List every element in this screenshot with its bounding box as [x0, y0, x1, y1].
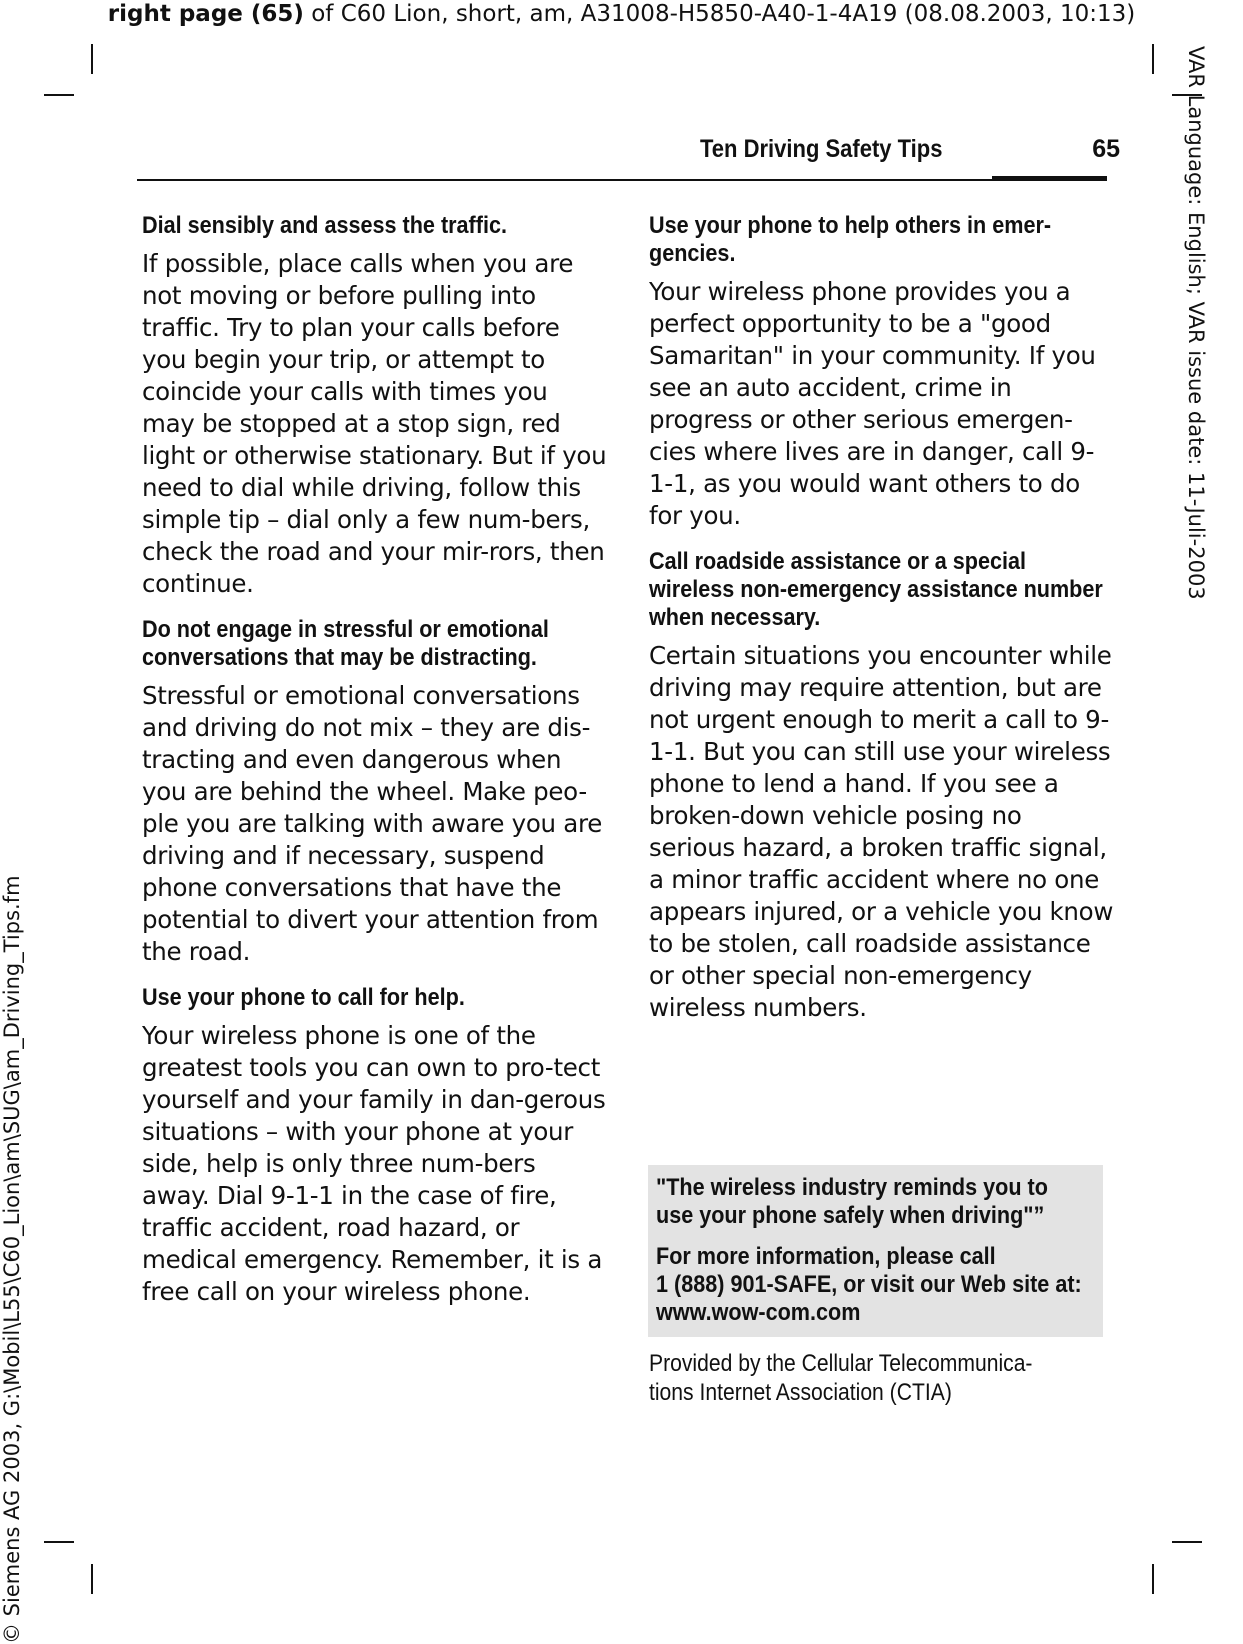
- section-body: Stressful or emotional conversations and driving do not mix – they are dis-tracting and even dangerous when you are behind the wheel. Make peo-ple you are talking with aware you are driving and if necessary, suspend phone conversations that have the potential to divert your attention from the road.: [142, 681, 602, 966]
- section-heading: Dial sensibly and assess the traffic.: [142, 212, 507, 239]
- ctia-credit: Provided by the Cellular Telecommunica- tions Internet Association (CTIA): [649, 1350, 1033, 1406]
- section-heading: Use your phone to call for help.: [142, 984, 465, 1011]
- left-column: [142, 212, 607, 1324]
- crop-mark: [1152, 1564, 1154, 1594]
- print-header-details: of C60 Lion, short, am, A31008-H5850-A40-1-4A19 (08.08.2003, 10:13): [303, 1, 1136, 27]
- header-rule-accent: [992, 176, 1107, 181]
- header-rule: [137, 179, 1107, 181]
- crop-mark: [1172, 1541, 1202, 1543]
- safety-notice-quote: "The wireless industry reminds you to use your phone safely when driving"”: [656, 1174, 1048, 1229]
- crop-mark: [91, 1564, 93, 1594]
- section-body: If possible, place calls when you are not moving or before pulling into traffic. Try to plan your calls before you begin your trip, or attempt to coincide your calls with times you may be stopped at a stop sign, red light or otherwise stationary. But if you need to dial while driving, follow this simple tip – dial only a few num-bers, check the road and your mir-rors, then continue.: [142, 249, 607, 598]
- section-heading: Do not engage in stressful or emotional conversations that may be distracting.: [142, 616, 549, 671]
- side-note-left: © Siemens AG 2003, G:\Mobil\L55\C60_Lion\am\SUG\am_Driving_Tips.fm: [0, 875, 24, 1644]
- side-note-right: VAR Language: English; VAR issue date: 11-Juli-2003: [1184, 46, 1208, 600]
- crop-mark: [44, 1541, 74, 1543]
- section-body: Your wireless phone provides you a perfect opportunity to be a "good Samaritan" in your community. If you see an auto accident, crime in progress or other serious emergen-cies where lives are in danger, call 9-1-1, as you would want others to do for you.: [649, 277, 1096, 530]
- right-column: [649, 212, 1114, 1040]
- safety-notice-contact: For more information, please call 1 (888) 901-SAFE, or visit our Web site at: www.wow-com.com: [656, 1243, 1082, 1326]
- print-header-page: right page (65): [107, 1, 304, 27]
- section-heading: Use your phone to help others in emer-gencies.: [649, 212, 1052, 267]
- running-head-title: Ten Driving Safety Tips: [700, 135, 943, 163]
- crop-mark: [91, 44, 93, 74]
- section-heading: Call roadside assistance or a special wireless non-emergency assistance number when necessary.: [649, 548, 1103, 631]
- print-header: [0, 0, 1243, 28]
- safety-notice-box: [648, 1165, 1103, 1337]
- crop-mark: [1152, 44, 1154, 74]
- page-number: 65: [1092, 135, 1120, 163]
- crop-mark: [44, 94, 74, 96]
- section-body: Your wireless phone is one of the greatest tools you can own to pro-tect yourself and your family in dan-gerous situations – with your phone at your side, help is only three num-bers away. Dial 9-1-1 in the case of fire, traffic accident, road hazard, or medical emergency. Remember, it is a free call on your wireless phone.: [142, 1021, 606, 1306]
- section-body: Certain situations you encounter while driving may require attention, but are not urgent enough to merit a call to 9-1-1. But you can still use your wireless phone to lend a hand. If you see a broken-down vehicle posing no serious hazard, a broken traffic signal, a minor traffic accident where no one appears injured, or a vehicle you know to be stolen, call roadside assistance or other special non-emergency wireless numbers.: [649, 641, 1114, 1022]
